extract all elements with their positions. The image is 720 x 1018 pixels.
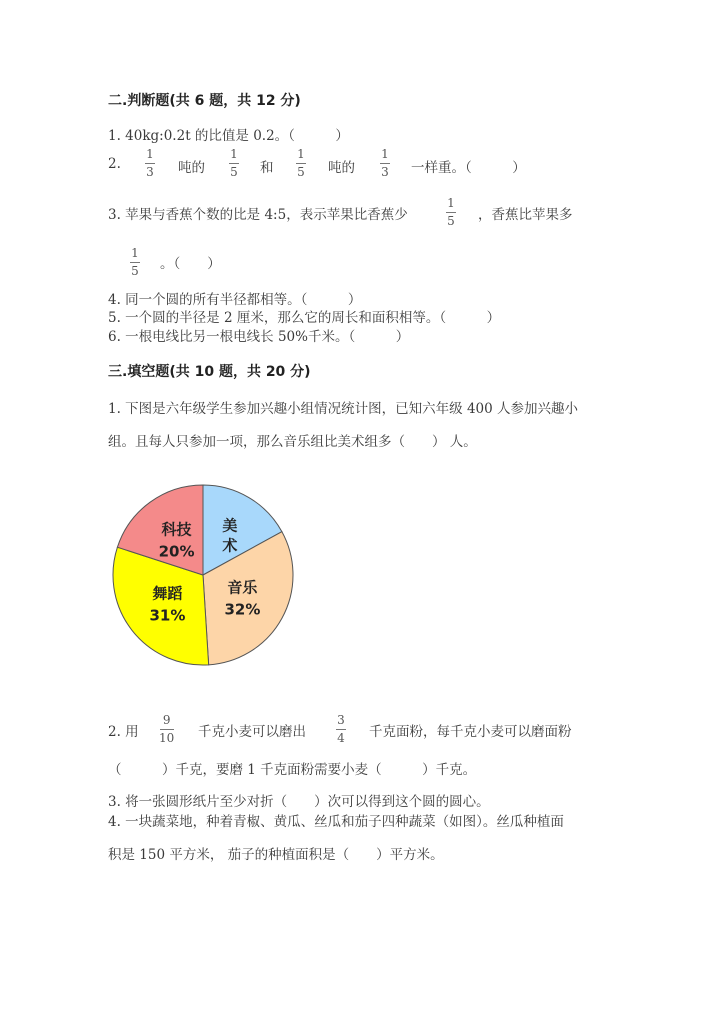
fraction: 1 5	[447, 196, 455, 228]
question-3-4-line2: 积是 150 平方米， 茄子的种植面积是（ ）平方米。	[108, 847, 444, 863]
section-3-heading: 三.填空题(共 10 题，共 20 分)	[108, 364, 311, 380]
question-2-1: 1. 40kg:0.2t 的比值是 0.2。（ ）	[108, 128, 349, 144]
pie-label: 科技 20%	[158, 520, 195, 561]
question-2-5: 5. 一个圆的半径是 2 厘米，那么它的周长和面积相等。（ ）	[108, 310, 501, 326]
fraction: 1 5	[131, 246, 139, 278]
question-2-4: 4. 同一个圆的所有半径都相等。（ ）	[108, 292, 362, 308]
q2-2-prefix: 2.	[108, 156, 121, 172]
pie-chart	[108, 482, 298, 672]
pie-label: 音乐 32%	[224, 578, 261, 619]
fraction: 9 10	[159, 713, 175, 745]
section-2-heading: 二.判断题(共 6 题，共 12 分)	[108, 93, 301, 109]
question-3-1-line1: 1. 下图是六年级学生参加兴趣小组情况统计图，已知六年级 400 人参加兴趣小	[108, 401, 579, 417]
question-2-6: 6. 一根电线比另一根电线长 50%千米。（ ）	[108, 329, 410, 345]
fraction: 1 3	[146, 147, 154, 179]
question-3-1-line2: 组。且每人只参加一项，那么音乐组比美术组多（ ） 人。	[108, 434, 477, 450]
fraction: 1 5	[297, 147, 305, 179]
pie-label: 美术	[222, 516, 238, 555]
fraction: 1 3	[381, 147, 389, 179]
question-3-3: 3. 将一张圆形纸片至少对折（ ）次可以得到这个圆的圆心。	[108, 794, 490, 810]
question-3-4-line1: 4. 一块蔬菜地，种着青椒、黄瓜、丝瓜和茄子四种蔬菜（如图）。丝瓜种植面	[108, 814, 564, 830]
pie-label: 舞蹈 31%	[149, 584, 186, 625]
fraction: 1 5	[230, 147, 238, 179]
fraction: 3 4	[337, 713, 345, 745]
